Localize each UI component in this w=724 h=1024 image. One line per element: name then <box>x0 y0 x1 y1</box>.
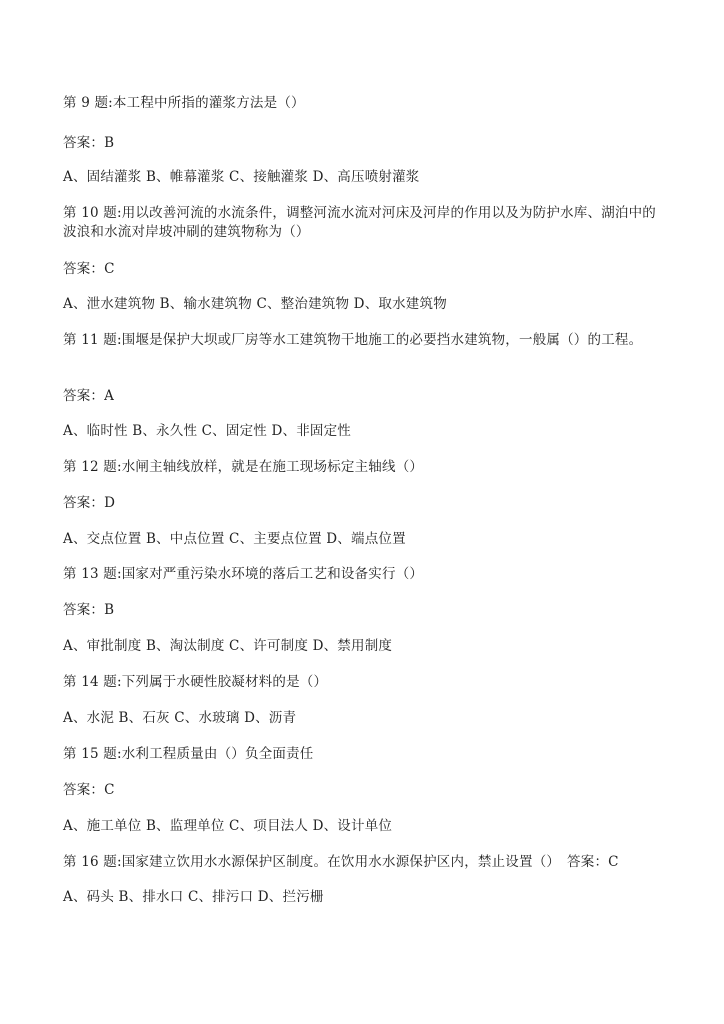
options-11: A、临时性 B、永久性 C、固定性 D、非固定性 <box>63 423 351 439</box>
question-16: 第 16 题:国家建立饮用水水源保护区制度。在饮用水水源保护区内，禁止设置（） 答案：C <box>63 854 619 870</box>
options-16: A、码头 B、排水口 C、排污口 D、拦污栅 <box>63 889 324 905</box>
answer-12: 答案：D <box>63 495 116 511</box>
question-15: 第 15 题:水利工程质量由（）负全面责任 <box>63 746 314 762</box>
answer-9: 答案：B <box>63 135 115 151</box>
answer-13: 答案：B <box>63 602 115 618</box>
answer-11: 答案：A <box>63 388 115 404</box>
options-12: A、交点位置 B、中点位置 C、主要点位置 D、端点位置 <box>63 531 406 547</box>
options-10: A、泄水建筑物 B、输水建筑物 C、整治建筑物 D、取水建筑物 <box>63 296 447 312</box>
answer-10: 答案：C <box>63 261 115 277</box>
answer-15: 答案：C <box>63 782 115 798</box>
options-15: A、施工单位 B、监理单位 C、项目法人 D、设计单位 <box>63 818 393 834</box>
question-10: 第 10 题:用以改善河流的水流条件，调整河流水流对河床及河岸的作用以及为防护水库、湖泊中的波浪和水流对岸坡冲刷的建筑物称为（） <box>63 205 657 240</box>
options-14: A、水泥 B、石灰 C、水玻璃 D、沥青 <box>63 710 297 726</box>
question-13: 第 13 题:国家对严重污染水环境的落后工艺和设备实行（） <box>63 566 424 582</box>
question-11: 第 11 题:围堰是保护大坝或厂房等水工建筑物干地施工的必要挡水建筑物，一般属（）的工程。 <box>63 332 643 348</box>
question-9: 第 9 题:本工程中所指的灌浆方法是（） <box>63 95 305 111</box>
question-12: 第 12 题:水闸主轴线放样，就是在施工现场标定主轴线（） <box>63 459 424 475</box>
options-9: A、固结灌浆 B、帷幕灌浆 C、接触灌浆 D、高压喷射灌浆 <box>63 169 420 185</box>
question-14: 第 14 题:下列属于水硬性胶凝材料的是（） <box>63 674 328 690</box>
options-13: A、审批制度 B、淘汰制度 C、许可制度 D、禁用制度 <box>63 638 393 654</box>
